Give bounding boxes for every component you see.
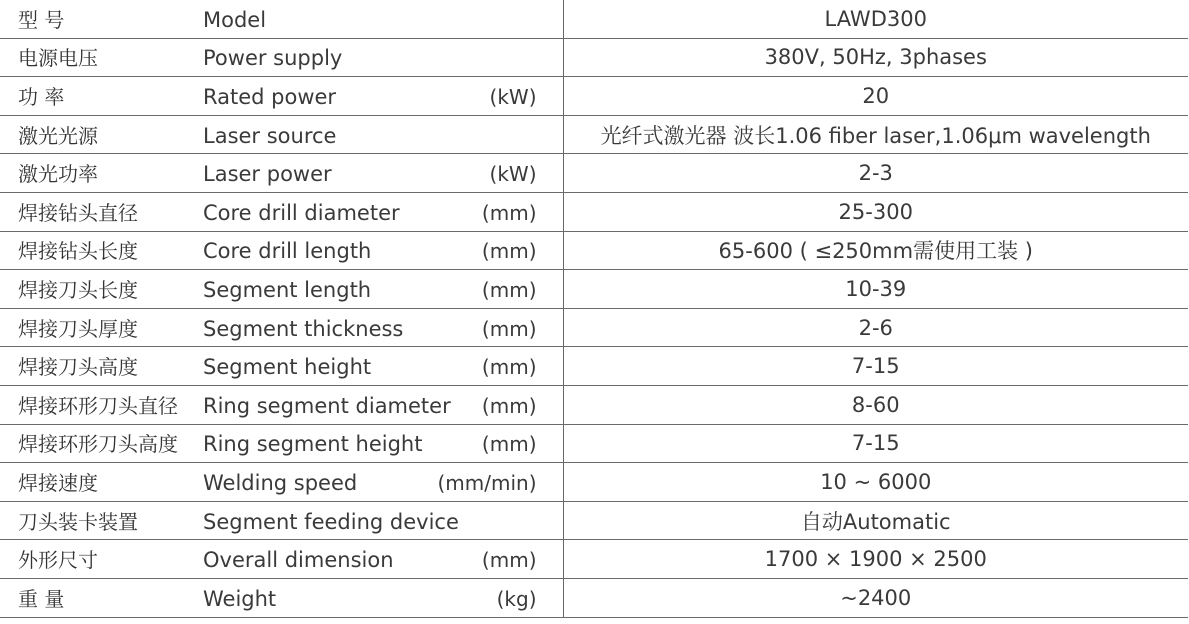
label-cell [0, 540, 563, 579]
value-cell: 7-15 [563, 424, 1188, 463]
label-en: Laser source [203, 123, 337, 148]
table-row [0, 347, 1188, 386]
label-cell [0, 347, 563, 386]
label-cn: 焊接环形刀头直径 [18, 393, 178, 418]
label-cn: 焊接环形刀头高度 [18, 432, 178, 457]
label-cell [0, 0, 563, 38]
label-cell [0, 308, 563, 347]
unit: (kg) [496, 586, 537, 611]
unit: (mm) [481, 432, 537, 457]
value-cell: ~2400 [563, 578, 1188, 617]
value-cell: 光纤式激光器 波长1.06 fiber laser,1.06μm wavelength [563, 115, 1188, 154]
value-cell: 7-15 [563, 347, 1188, 386]
label-cn: 焊接刀头高度 [18, 355, 138, 380]
label-cell [0, 154, 563, 193]
value-cell: 10-39 [563, 270, 1188, 309]
value-cell: 1700 × 1900 × 2500 [563, 540, 1188, 579]
unit: (kW) [489, 162, 537, 187]
label-cell [0, 192, 563, 231]
label-cn: 外形尺寸 [18, 548, 98, 573]
label-cell [0, 77, 563, 116]
label-cn: 激光光源 [18, 123, 98, 148]
label-en: Core drill diameter [203, 200, 400, 225]
label-en: Power supply [203, 46, 343, 71]
label-cn: 焊接钻头长度 [18, 239, 138, 264]
table-row [0, 424, 1188, 463]
label-en: Overall dimension [203, 548, 394, 573]
label-cn: 焊接刀头厚度 [18, 316, 138, 341]
label-cn: 刀头装卡装置 [18, 509, 138, 534]
value-cell: 8-60 [563, 385, 1188, 424]
label-cn: 功 率 [18, 84, 65, 109]
table-row [0, 540, 1188, 579]
label-cell [0, 231, 563, 270]
table-row [0, 77, 1188, 116]
value-cell: 2-6 [563, 308, 1188, 347]
table-row [0, 154, 1188, 193]
label-en: Model [203, 7, 267, 32]
label-en: Segment height [203, 355, 372, 380]
label-cell [0, 38, 563, 77]
unit: (mm) [481, 239, 537, 264]
label-cn: 焊接钻头直径 [18, 200, 138, 225]
label-en: Ring segment height [203, 432, 423, 457]
label-cell [0, 115, 563, 154]
table-row [0, 270, 1188, 309]
unit: (mm) [481, 316, 537, 341]
value-cell: 20 [563, 77, 1188, 116]
table-row [0, 38, 1188, 77]
table-row [0, 501, 1188, 540]
unit: (mm/min) [437, 471, 537, 496]
label-en: Ring segment diameter [203, 393, 451, 418]
value-cell: 自动Automatic [563, 501, 1188, 540]
label-en: Rated power [203, 85, 337, 110]
table-row [0, 192, 1188, 231]
value-cell: LAWD300 [563, 0, 1188, 38]
table-row [0, 0, 1188, 38]
unit: (mm) [481, 548, 537, 573]
label-cn: 重 量 [18, 586, 65, 611]
label-cell [0, 501, 563, 540]
value-cell: 65-600 ( ≤250mm需使用工装 ) [563, 231, 1188, 270]
label-cn: 电源电压 [18, 46, 98, 71]
label-en: Segment length [203, 278, 372, 303]
label-en: Weight [203, 586, 277, 611]
table-row [0, 115, 1188, 154]
unit: (mm) [481, 278, 537, 303]
label-cell [0, 270, 563, 309]
table-row [0, 385, 1188, 424]
label-en: Segment feeding device [203, 509, 459, 534]
label-en: Welding speed [203, 471, 358, 496]
label-cell [0, 578, 563, 617]
label-cell [0, 424, 563, 463]
unit: (kW) [489, 85, 537, 110]
label-cn: 激光功率 [18, 162, 98, 187]
value-cell: 25-300 [563, 192, 1188, 231]
label-en: Segment thickness [203, 316, 404, 341]
label-en: Core drill length [203, 239, 372, 264]
label-cn: 型 号 [18, 7, 65, 32]
label-cell [0, 385, 563, 424]
unit: (mm) [481, 393, 537, 418]
label-en: Laser power [203, 162, 332, 187]
label-cell [0, 463, 563, 502]
value-cell: 2-3 [563, 154, 1188, 193]
label-cn: 焊接速度 [18, 470, 98, 495]
table-row [0, 231, 1188, 270]
unit: (mm) [481, 200, 537, 225]
value-cell: 10 ~ 6000 [563, 463, 1188, 502]
value-cell: 380V, 50Hz, 3phases [563, 38, 1188, 77]
table-row [0, 578, 1188, 617]
unit: (mm) [481, 355, 537, 380]
table-row [0, 308, 1188, 347]
table-row [0, 463, 1188, 502]
label-cn: 焊接刀头长度 [18, 277, 138, 302]
